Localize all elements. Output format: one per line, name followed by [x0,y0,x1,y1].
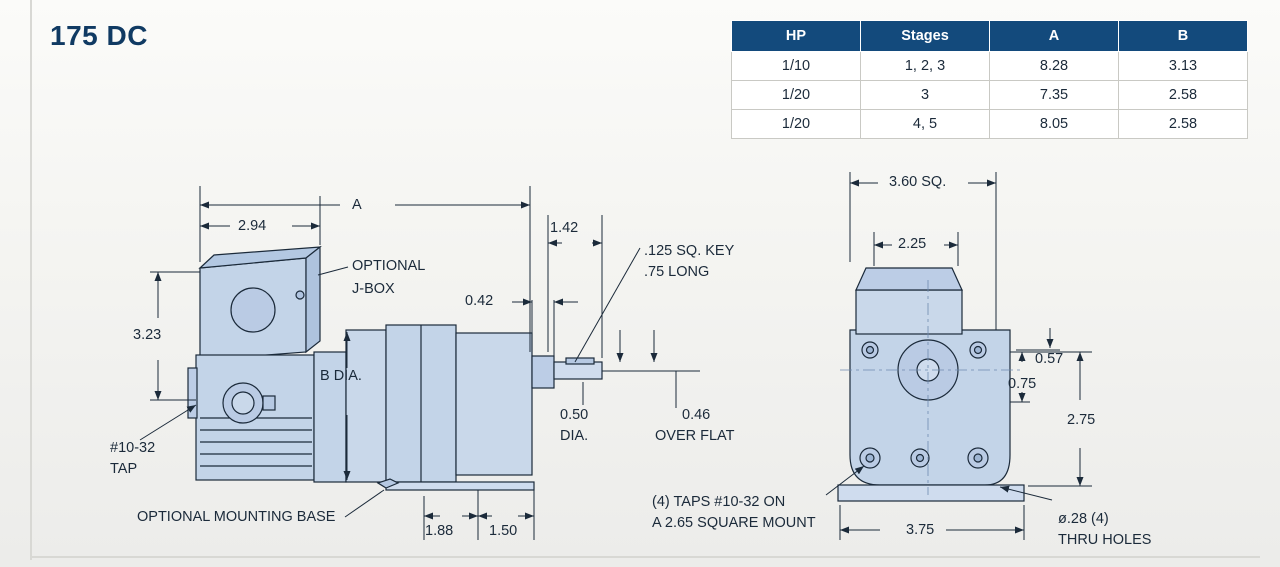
table-header-stages: Stages [861,21,990,52]
cell-hp: 1/20 [732,110,861,139]
cell-stages: 4, 5 [861,110,990,139]
note-thru-line1: ø.28 (4) [1058,511,1109,527]
note-tap-line2: TAP [110,461,138,477]
cell-stages: 3 [861,81,990,110]
note-0-46: 0.46 [682,407,711,423]
note-mounting-base: OPTIONAL MOUNTING BASE [137,509,336,525]
note-key-line2: .75 LONG [644,264,710,280]
dim-label-2-75: 2.75 [1067,412,1096,428]
note-tap-line1: #10-32 [110,440,156,456]
dim-label-1-88: 1.88 [425,523,454,539]
cell-a: 8.28 [990,52,1119,81]
table-header-a: A [990,21,1119,52]
cell-a: 8.05 [990,110,1119,139]
dim-label-1-42: 1.42 [550,220,579,236]
dim-label-3-23: 3.23 [133,327,162,343]
dim-label-3-60: 3.60 SQ. [889,174,947,190]
note-thru-line2: THRU HOLES [1058,532,1152,548]
dim-label-0-75: 0.75 [1008,376,1037,392]
note-key-line1: .125 SQ. KEY [644,243,735,259]
dim-label-2-25: 2.25 [898,236,927,252]
note-optional-jbox-line1: OPTIONAL [352,258,426,274]
page-title: 175 DC [50,20,148,51]
dim-label-0-57: 0.57 [1035,351,1064,367]
dim-label-1-50: 1.50 [489,523,518,539]
dim-label-2-94: 2.94 [238,218,267,234]
cell-b: 2.58 [1119,110,1248,139]
dim-label-A: A [352,197,362,213]
cell-hp: 1/10 [732,52,861,81]
dim-label-0-42: 0.42 [465,293,494,309]
table-header-b: B [1119,21,1248,52]
cell-stages: 1, 2, 3 [861,52,990,81]
cell-b: 3.13 [1119,52,1248,81]
note-over-flat: OVER FLAT [655,428,735,444]
dim-label-3-75: 3.75 [906,522,935,538]
cell-b: 2.58 [1119,81,1248,110]
side-view-geometry [188,247,602,490]
note-0-50-line2: DIA. [560,428,589,444]
cell-a: 7.35 [990,81,1119,110]
note-optional-jbox-line2: J-BOX [352,281,395,297]
cell-hp: 1/20 [732,81,861,110]
note-taps-line2: A 2.65 SQUARE MOUNT [652,515,816,531]
note-0-50-line1: 0.50 [560,407,589,423]
table-header-hp: HP [732,21,861,52]
note-taps-line1: (4) TAPS #10-32 ON [652,494,786,510]
dim-label-b-dia: B DIA. [320,368,362,384]
